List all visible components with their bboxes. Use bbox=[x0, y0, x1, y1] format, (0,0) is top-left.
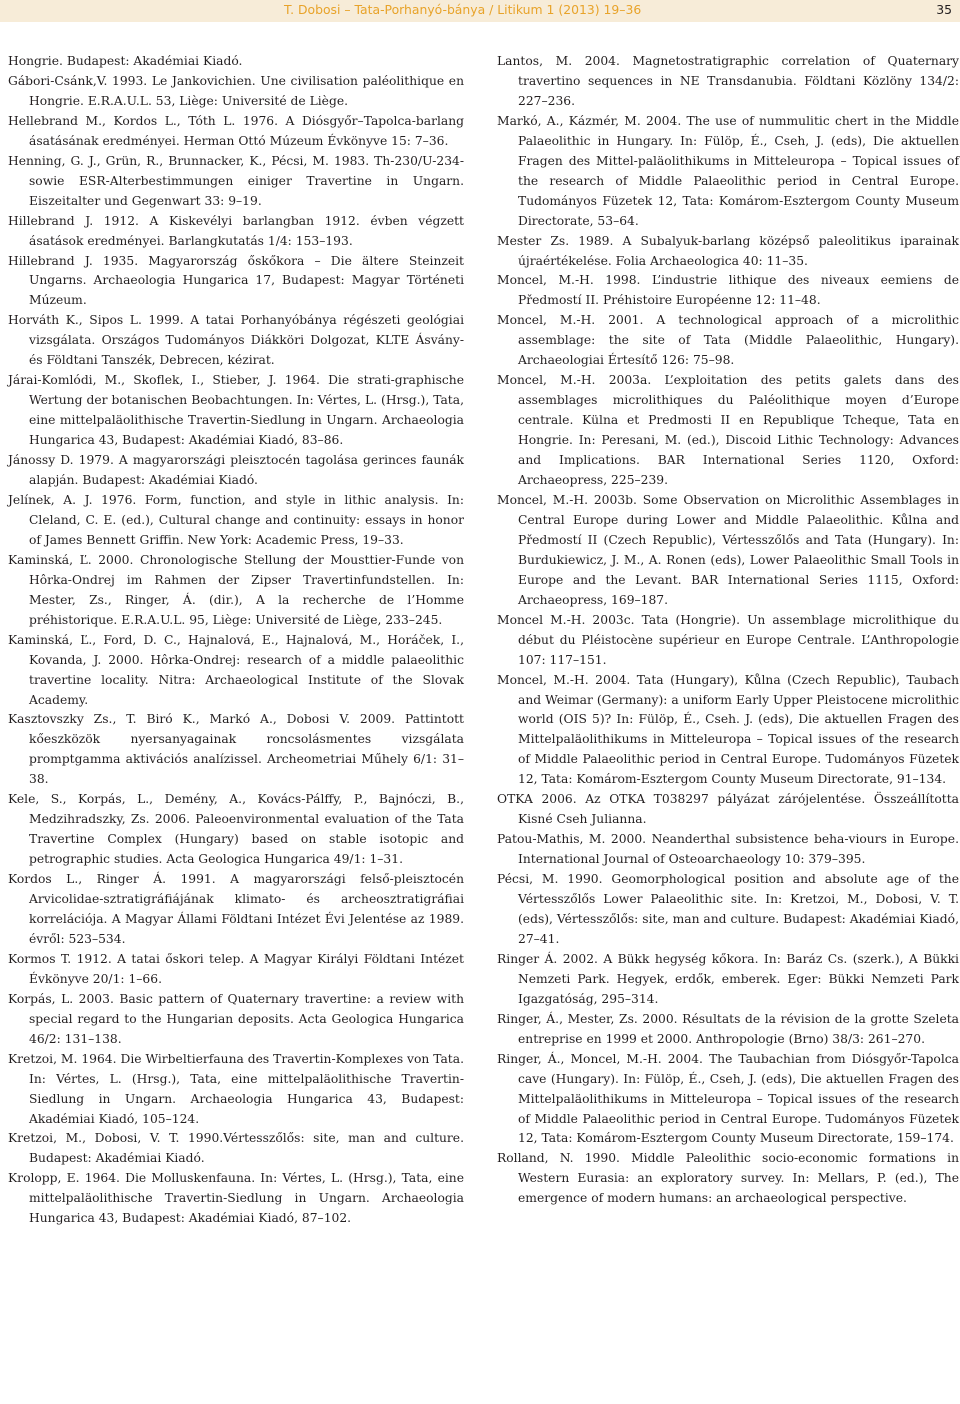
reference-item: Moncel, M.-H. 2003a. L’exploitation des petits galets dans des assemblages microlithiques du Paléolithique moyen d’Europe centrale. Külna et Predmosti II en Republique Tcheque, Tata en Hongrie. In: Peresani, M. (ed.), Discoid Lithic Technology: Advances and Implications. BAR International Series 1120, Oxford: Archaeopress, 225–239. bbox=[497, 373, 959, 488]
reference-item: Jelínek, A. J. 1976. Form, function, and style in lithic analysis. In: Cleland, C. E. (ed.), Cultural change and continuity: essays in honor of James Bennett Griffin. New York: Academic Press, 19–33. bbox=[8, 492, 464, 547]
reference-item: Gábori-Csánk,V. 1993. Le Jankovichien. Une civilisation paléolithique en Hongrie. E.R.A.U.L. 53, Liège: Université de Liège. bbox=[8, 73, 464, 108]
reference-item: Jánossy D. 1979. A magyarországi pleisztocén tagolása gerinces faunák alapján. Budapest: Akadémiai Kiadó. bbox=[8, 453, 464, 488]
references-left-column bbox=[8, 52, 464, 1229]
reference-item: Járai-Komlódi, M., Skoflek, I., Stieber, J. 1964. Die strati-graphische Wertung der botanischen Beobachtungen. In: Vértes, L. (Hrsg.), Tata, eine mittelpaläolithische Travertin-Siedlung in Ungarn. Archaeologia Hungarica 43, Budapest: Akadémiai Kiadó, 83–86. bbox=[8, 373, 464, 448]
reference-item: Henning, G. J., Grün, R., Brunnacker, K., Pécsi, M. 1983. Th-230/U-234- sowie ESR-Alterbestimmungen einiger Travertine in Ungarn. Eiszeitalter und Gegenwart 33: 9–19. bbox=[8, 153, 464, 208]
reference-item: Hillebrand J. 1912. A Kiskevélyi barlangban 1912. évben végzett ásatások eredményei. Barlangkutatás 1/4: 153–193. bbox=[8, 213, 464, 248]
page-number: 35 bbox=[936, 2, 952, 17]
running-title: T. Dobosi – Tata-Porhanyó-bánya / Litikum 1 (2013) 19–36 bbox=[284, 2, 642, 17]
reference-item: Kretzoi, M. 1964. Die Wirbeltierfauna des Travertin-Komplexes von Tata. In: Vértes, L. (Hrsg.), Tata, eine mittelpaläolithische Travertin-Siedlung in Ungarn. Archaeologia Hungarica 43, Budapest: Akadémiai Kiadó, 105–124. bbox=[8, 1051, 464, 1126]
reference-item: Hillebrand J. 1935. Magyarország őskőkora – Die ältere Steinzeit Ungarns. Archaeologia Hungarica 17, Budapest: Magyar Történeti Múzeum. bbox=[8, 253, 464, 308]
reference-item: Kaminská, Ľ., Ford, D. C., Hajnalová, E., Hajnalová, M., Horáček, I., Kovanda, J. 2000. Hôrka-Ondrej: research of a middle palaeolithic travertine locality. Nitra: Archaeological Institute of the Slovak Academy. bbox=[8, 632, 464, 707]
reference-item: Moncel M.-H. 2003c. Tata (Hongrie). Un assemblage microlithique du début du Pléistocène supérieur en Europe Centrale. L’Anthropologie 107: 117–151. bbox=[497, 612, 959, 667]
reference-item: Kormos T. 1912. A tatai őskori telep. A Magyar Királyi Földtani Intézet Évkönyve 20/1: 1–66. bbox=[8, 951, 464, 986]
reference-item: Ringer Á. 2002. A Bükk hegység kőkora. In: Baráz Cs. (szerk.), A Bükki Nemzeti Park. Hegyek, erdők, emberek. Eger: Bükki Nemzeti Park Igazgatóság, 295–314. bbox=[497, 951, 959, 1006]
reference-item: Horváth K., Sipos L. 1999. A tatai Porhanyóbánya régészeti geológiai vizsgálata. Országos Tudományos Diákköri Dolgozat, KLTE Ásvány- és Földtani Tanszék, Debrecen, kézirat. bbox=[8, 313, 464, 368]
reference-item: Moncel, M.-H. 2004. Tata (Hungary), Kůlna (Czech Republic), Taubach and Weimar (Germany): a uniform Early Upper Pleistocene microlithic world (OIS 5)? In: Fülöp, É., Cseh. J. (eds), Die aktuellen Fragen des Mittelpaläolithikums in Mitteleuropa – Topical issues of the research of Middle Palaeolithic period in Central Europe. Tudományos Füzetek 12, Tata: Komárom-Esztergom County Museum Directorate, 91–134. bbox=[497, 672, 959, 787]
reference-item: Kretzoi, M., Dobosi, V. T. 1990.Vértesszőlős: site, man and culture. Budapest: Akadémiai Kiadó. bbox=[8, 1131, 464, 1166]
reference-item: Kasztovszky Zs., T. Biró K., Markó A., Dobosi V. 2009. Pattintott kőeszközök nyersanyagainak roncsolásmentes vizsgálata promptgamma aktivációs analízissel. Archeometriai Műhely 6/1: 31–38. bbox=[8, 712, 464, 787]
reference-item: Markó, A., Kázmér, M. 2004. The use of nummulitic chert in the Middle Palaeolithic in Hungary. In: Fülöp, É., Cseh, J. (eds), Die aktuellen Fragen des Mittel-paläolithikums in Mitteleuropa – Topical issues of the research of Middle Palaeolithic period in Central Europe. Tudományos Füzetek 12, Tata: Komárom-Esztergom County Museum Directorate, 53–64. bbox=[497, 113, 959, 228]
reference-item: Mester Zs. 1989. A Subalyuk-barlang középső paleolitikus iparainak újraértékelése. Folia Archaeologica 40: 11–35. bbox=[497, 233, 959, 268]
reference-item: Moncel, M.-H. 2001. A technological approach of a microlithic assemblage: the site of Tata (Middle Palaeolithic, Hungary). Archaeologiai Értesítő 126: 75–98. bbox=[497, 313, 959, 368]
reference-item: Hellebrand M., Kordos L., Tóth L. 1976. A Diósgyőr–Tapolca-barlang ásatásának eredményei. Herman Ottó Múzeum Évkönyve 15: 7–36. bbox=[8, 113, 464, 148]
reference-item: Moncel, M.-H. 2003b. Some Observation on Microlithic Assemblages in Central Europe during Lower and Middle Palaeolithic. Kůlna and Předmostí II (Czech Republic), Vértesszőlős and Tata (Hungary). In: Burdukiewicz, J. M., A. Ronen (eds), Lower Palaeolithic Small Tools in Europe and the Levant. BAR International Series 1115, Oxford: Archaeopress, 169–187. bbox=[497, 492, 959, 607]
reference-item: Moncel, M.-H. 1998. L’industrie lithique des niveaux eemiens de Předmostí II. Préhistoire Européenne 12: 11–48. bbox=[497, 273, 959, 308]
reference-item: Lantos, M. 2004. Magnetostratigraphic correlation of Quaternary travertino sequences in NE Transdanubia. Földtani Közlöny 134/2: 227–236. bbox=[497, 54, 959, 108]
reference-item: Kordos L., Ringer Á. 1991. A magyarországi felső-pleisztocén Arvicolidae-sztratigráfiájának klimato- és archeosztratigráfiai korrelációja. A Magyar Állami Földtani Intézet Évi Jelentése az 1989. évről: 523–534. bbox=[8, 872, 464, 946]
references-right-column bbox=[497, 52, 959, 1209]
reference-item: Kaminská, Ľ. 2000. Chronologische Stellung der Mousttier-Funde von Hôrka-Ondrej im Rahmen der Zipser Travertinfundstellen. In: Mester, Zs., Ringer, Á. (dir.), A la recherche de l’Homme préhistorique. E.R.A.U.L. 95, Liège: Université de Liège, 233–245. bbox=[8, 552, 464, 627]
reference-item: Ringer, Á., Moncel, M.-H. 2004. The Taubachian from Diósgyőr-Tapolca cave (Hungary). In: Fülöp, É., Cseh, J. (eds), Die aktuellen Fragen des Mittelpaläolithikums in Mitteleuropa – Topical issues of the research of Middle Palaeolithic period in Central Europe. Tudományos Füzetek 12, Tata: Komárom-Esztergom County Museum Directorate, 159–174. bbox=[497, 1051, 959, 1146]
reference-item: Ringer, Á., Mester, Zs. 2000. Résultats de la révision de la grotte Szeleta entreprise en 1999 et 2000. Anthropologie (Brno) 38/3: 261–270. bbox=[497, 1011, 959, 1046]
reference-item: OTKA 2006. Az OTKA T038297 pályázat zárójelentése. Összeállította Kisné Cseh Julianna. bbox=[497, 792, 959, 827]
reference-item: Rolland, N. 1990. Middle Paleolithic socio-economic formations in Western Eurasia: an exploratory survey. In: Mellars, P. (ed.), The emergence of modern humans: an archaeological perspective. bbox=[497, 1151, 959, 1206]
reference-item: Krolopp, E. 1964. Die Molluskenfauna. In: Vértes, L. (Hrsg.), Tata, eine mittelpaläolithische Travertin-Siedlung in Ungarn. Archaeologia Hungarica 43, Budapest: Akadémiai Kiadó, 87–102. bbox=[8, 1171, 464, 1226]
reference-item: Hongrie. Budapest: Akadémiai Kiadó. bbox=[8, 54, 243, 68]
reference-item: Kele, S., Korpás, L., Demény, A., Kovács-Pálffy, P., Bajnóczi, B., Medzihradszky, Zs. 2006. Paleoenvironmental evaluation of the Tata Travertine Complex (Hungary) based on stable isotopic and petrographic studies. Acta Geologica Hungarica 49/1: 1–31. bbox=[8, 792, 464, 867]
reference-item: Pécsi, M. 1990. Geomorphological position and absolute age of the Vértesszőlős Lower Palaeolithic site. In: Kretzoi, M., Dobosi, V. T. (eds), Vértesszőlős: site, man and culture. Budapest: Akadémiai Kiadó, 27–41. bbox=[497, 872, 959, 946]
reference-item: Korpás, L. 2003. Basic pattern of Quaternary travertine: a review with special regard to the Hungarian deposits. Acta Geologica Hungarica 46/2: 131–138. bbox=[8, 991, 464, 1046]
running-header bbox=[0, 0, 960, 22]
reference-item: Patou-Mathis, M. 2000. Neanderthal subsistence beha-viours in Europe. International Journal of Osteoarchaeology 10: 379–395. bbox=[497, 832, 959, 867]
